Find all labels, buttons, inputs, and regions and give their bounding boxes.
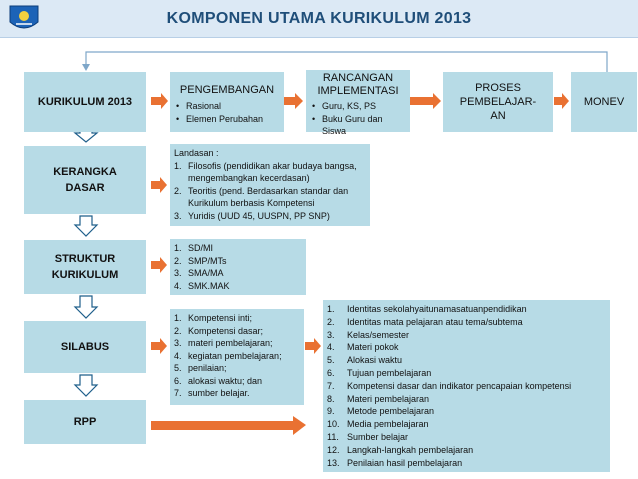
- list-item: • Elemen Perubahan: [176, 113, 264, 124]
- orange-right-arrow: [151, 416, 306, 435]
- list-item: 2. Identitas mata pelajaran atau tema/subtema: [327, 316, 523, 327]
- rpp-label: RPP: [73, 416, 97, 428]
- kurikulum-2013-label: KURIKULUM 2013: [37, 96, 133, 108]
- list-item: 3. Kelas/semester: [327, 329, 410, 340]
- kerangka-line2: DASAR: [65, 182, 105, 194]
- silabus-label: SILABUS: [60, 341, 110, 353]
- rancangan-title-line2: IMPLEMENTASI: [317, 85, 399, 97]
- list-item: 11. Sumber belajar: [327, 431, 409, 442]
- list-item: 2. Kompetensi dasar;: [174, 325, 264, 336]
- list-item: 1. Identitas sekolahyaitunamasatuanpendidikan: [327, 304, 527, 314]
- list-item: 1. SD/MI: [174, 243, 214, 253]
- proses-line3: AN: [490, 110, 506, 122]
- feedback-loop-line: [86, 52, 607, 72]
- rpp-items-box: [323, 300, 610, 472]
- proses-line2: PEMBELAJAR-: [459, 96, 537, 108]
- page-title: KOMPONEN UTAMA KURIKULUM 2013: [166, 10, 472, 27]
- list-item: 1. Kompetensi inti;: [174, 313, 253, 323]
- list-item: 10. Media pembelajaran: [327, 419, 429, 430]
- list-item: 4. Materi pokok: [327, 342, 399, 353]
- proses-line1: PROSES: [475, 82, 521, 94]
- list-item: 5. penilaian;: [174, 363, 227, 373]
- monev-box: [571, 72, 637, 132]
- list-item: 12. Langkah-langkah pembelajaran: [327, 444, 474, 455]
- list-item: 8. Materi pembelajaran: [327, 393, 430, 404]
- list-item: • Guru, KS, PS: [312, 101, 377, 111]
- list-item: 7. sumber belajar.: [174, 388, 250, 398]
- kerangka-line1: KERANGKA: [53, 166, 117, 178]
- kurikulum-2013-box: [24, 72, 146, 132]
- orange-right-arrow: [151, 93, 168, 109]
- landasan-heading: Landasan :: [174, 148, 219, 158]
- list-item: 13. Penilaian hasil pembelajaran: [327, 457, 463, 468]
- list-item: 3. SMA/MA: [174, 268, 224, 278]
- rancangan-title-line1: RANCANGAN: [322, 72, 394, 84]
- list-item: • Buku Guru dan Siswa: [312, 113, 383, 136]
- pengembangan-box: [170, 72, 284, 132]
- hollow-down-arrow: [75, 216, 97, 236]
- list-item: 9. Metode pembelajaran: [327, 406, 435, 417]
- orange-right-arrow: [283, 93, 303, 109]
- struktur-line2: KURIKULUM: [51, 269, 119, 281]
- feedback-arrowhead: [82, 64, 90, 71]
- list-item: 6. alokasi waktu; dan: [174, 375, 263, 386]
- monev-label: MONEV: [583, 96, 625, 108]
- pengembangan-title: PENGEMBANGAN: [179, 84, 275, 96]
- list-item: 2. SMP/MTs: [174, 255, 227, 266]
- orange-right-arrow: [151, 338, 167, 354]
- list-item: 5. Alokasi waktu: [327, 355, 403, 366]
- rancangan-implementasi-box: [306, 70, 410, 136]
- list-item: 6. Tujuan pembelajaran: [327, 367, 432, 378]
- silabus-items-box: [170, 309, 304, 405]
- jenjang-list: [174, 242, 302, 292]
- list-item: 3. Yuridis (UUD 45, UUSPN, PP SNP): [174, 210, 330, 221]
- jenjang-box: [170, 239, 306, 295]
- orange-right-arrow: [409, 93, 441, 109]
- orange-right-arrow: [151, 177, 167, 193]
- hollow-down-arrow: [75, 375, 97, 396]
- rpp-box: [24, 400, 146, 444]
- struktur-line1: STRUKTUR: [54, 253, 116, 265]
- landasan-box: [170, 144, 370, 226]
- silabus-box: [24, 321, 146, 373]
- list-item: 2. Teoritis (pend. Berdasarkan standar dan Kurikulum berbasis Kompetensi: [174, 185, 349, 208]
- list-item: 3. materi pembelajaran;: [174, 338, 273, 348]
- silabus-items-list: [174, 312, 300, 400]
- list-item: 7. Kompetensi dasar dan indikator pencapaian kompetensi: [327, 380, 572, 391]
- rpp-items-list: [327, 303, 606, 469]
- landasan-list: [174, 160, 366, 223]
- list-item: 4. SMK.MAK: [174, 280, 230, 291]
- proses-pembelajaran-box: [443, 72, 553, 132]
- orange-right-arrow: [554, 93, 569, 109]
- struktur-kurikulum-box: [24, 240, 146, 294]
- hollow-down-arrow: [75, 296, 97, 318]
- pengembangan-list: [176, 100, 278, 125]
- list-item: • Rasional: [176, 101, 222, 111]
- kerangka-dasar-box: [24, 146, 146, 214]
- orange-right-arrow: [305, 338, 321, 354]
- rancangan-list: [312, 100, 404, 138]
- orange-right-arrow: [151, 257, 167, 273]
- list-item: 4. kegiatan pembelajaran;: [174, 350, 282, 361]
- list-item: 1. Filosofis (pendidikan akar budaya bangsa, mengembangkan kecerdasan): [174, 160, 357, 183]
